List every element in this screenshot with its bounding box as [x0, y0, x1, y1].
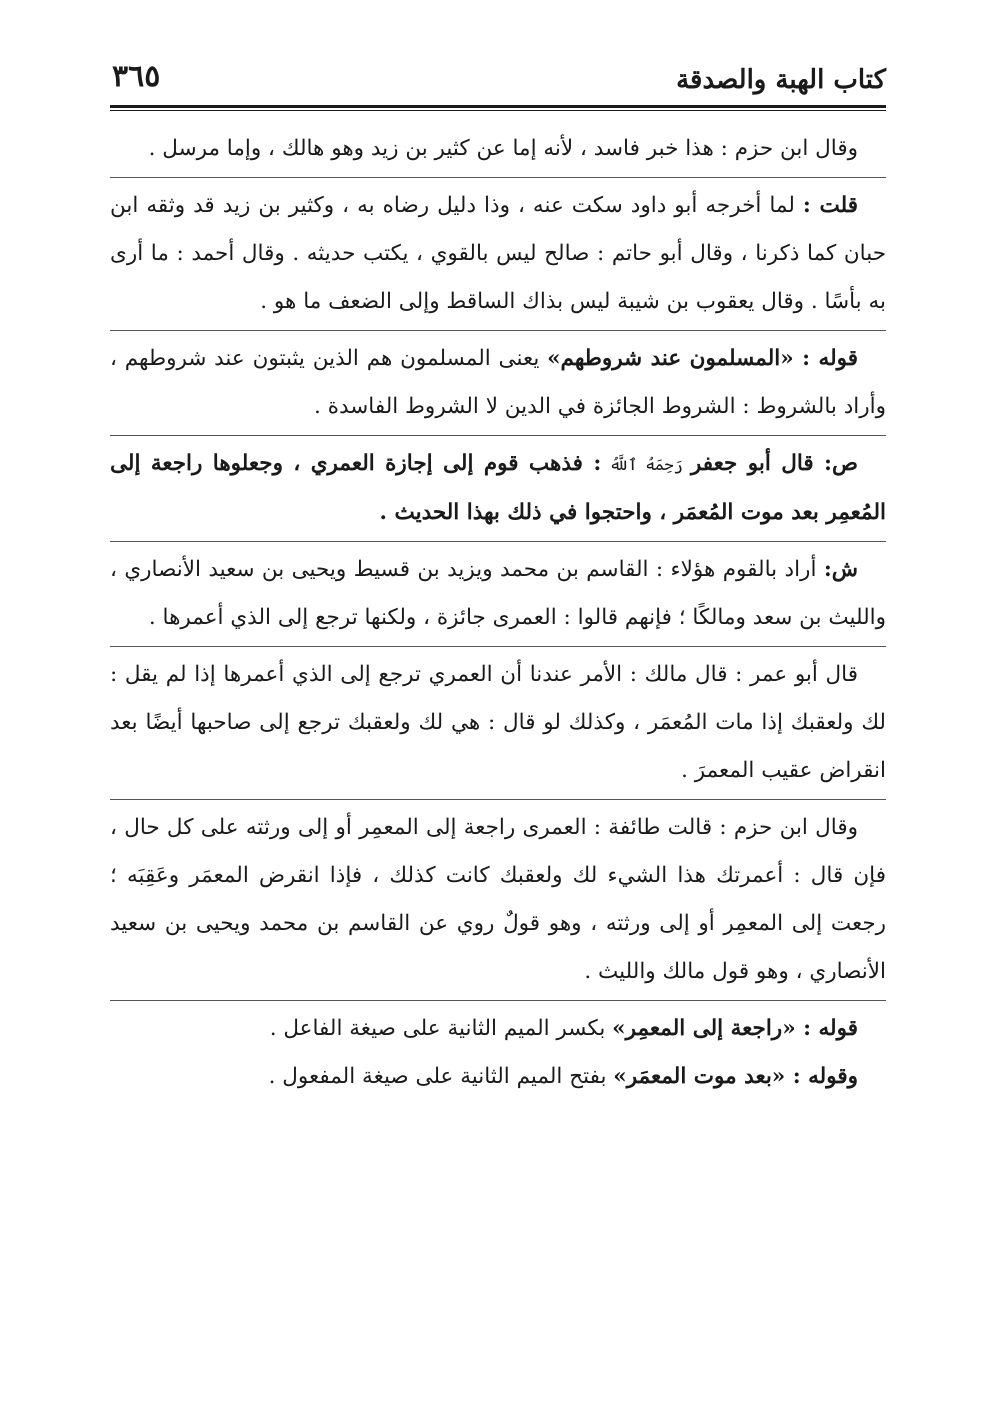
paragraph-shin — [110, 546, 886, 642]
page-header — [110, 55, 886, 103]
paragraph-text: بكسر الميم الثانية على صيغة الفاعل . — [269, 1016, 613, 1041]
paragraph-divider — [110, 541, 886, 542]
paragraph-qawluhu-1 — [110, 335, 886, 431]
paragraph-lead: قوله : «راجعة إلى المعمِر» — [612, 1016, 858, 1041]
paragraph-divider — [110, 177, 886, 178]
paragraph-divider — [110, 1000, 886, 1001]
body-text — [110, 125, 886, 1101]
paragraph-lead: ش: — [823, 557, 858, 582]
paragraph-divider — [110, 646, 886, 647]
paragraph-text-bold: : فذهب قوم إلى إجازة العمري ، وجعلوها راجعة إلى المُعمِر بعد موت المُعمَر ، واحتجوا في ذلك بهذا الحديث . — [110, 451, 886, 525]
paragraph-qawluhu-3 — [110, 1053, 886, 1101]
paragraph-text: أراد بالقوم هؤلاء : القاسم بن محمد ويزيد بن قسيط ويحيى بن سعيد الأنصاري ، والليث بن سعد ومالكًا ؛ فإنهم قالوا : العمرى جائزة ، ولكنها ترجع إلى الذي أعمرها . — [110, 557, 886, 630]
paragraph-text: بفتح الميم الثانية على صيغة المفعول . — [268, 1064, 614, 1089]
page-number: ٣٦٥ — [112, 59, 161, 94]
paragraph-divider — [110, 330, 886, 331]
paragraph-lead: وقوله : «بعد موت المعمَر» — [613, 1064, 858, 1089]
chapter-title: كتاب الهبة والصدقة — [676, 65, 886, 95]
paragraph-lead: قلت : — [802, 193, 858, 218]
paragraph-text: لما أخرجه أبو داود سكت عنه ، وذا دليل رضاه به ، وكثير بن زيد قد وثقه ابن حبان كما ذكرنا ، وقال أبو حاتم : صالح ليس بالقوي ، يكتب حديثه . وقال أحمد : ما أرى به بأسًا . وقال يعقوب بن شيبة ليس بذاك الساقط وإلى الضعف ما هو . — [110, 193, 886, 314]
page — [110, 55, 886, 1101]
paragraph-ibn-hazm-1: وقال ابن حزم : هذا خبر فاسد ، لأنه إما عن كثير بن زيد وهو هالك ، وإما مرسل . — [148, 136, 858, 161]
paragraph-abu-umar: قال أبو عمر : قال مالك : الأمر عندنا أن العمري ترجع إلى الذي أعمرها إذا لم يقل : لك ولعقبك إذا مات المُعمَر ، وكذلك لو قال : هي لك ولعقبك ترجع إلى صاحبها أيضًا بعد انقراض عقيب المعمرَ . — [110, 662, 886, 783]
paragraph-divider — [110, 435, 886, 436]
paragraph-sad — [110, 440, 886, 537]
header-rule — [110, 105, 886, 111]
paragraph-divider — [110, 799, 886, 800]
paragraph-lead: قوله : «المسلمون عند شروطهم» — [547, 346, 858, 371]
paragraph-text: يعنى المسلمون هم الذين يثبتون عند شروطهم ، وأراد بالشروط : الشروط الجائزة في الدين لا الشروط الفاسدة . — [110, 346, 886, 419]
paragraph-lead: ص: قال أبو جعفر — [690, 451, 858, 476]
paragraph-qawluhu-2 — [110, 1005, 886, 1053]
honorific: رَحِمَهُ ٱللَّهُ — [601, 455, 691, 474]
paragraph-qultu — [110, 182, 886, 326]
paragraph-ibn-hazm-2: وقال ابن حزم : قالت طائفة : العمرى راجعة إلى المعمِر أو إلى ورثته على كل حال ، فإن قال : أعمرتك هذا الشيء لك ولعقبك كانت كذلك ، فإذا انقرض المعمَر وعَقِبَه ؛ رجعت إلى المعمِر أو إلى ورثته ، وهو قولٌ روي عن القاسم بن محمد ويحيى بن سعيد الأنصاري ، وهو قول مالك والليث . — [110, 815, 886, 984]
